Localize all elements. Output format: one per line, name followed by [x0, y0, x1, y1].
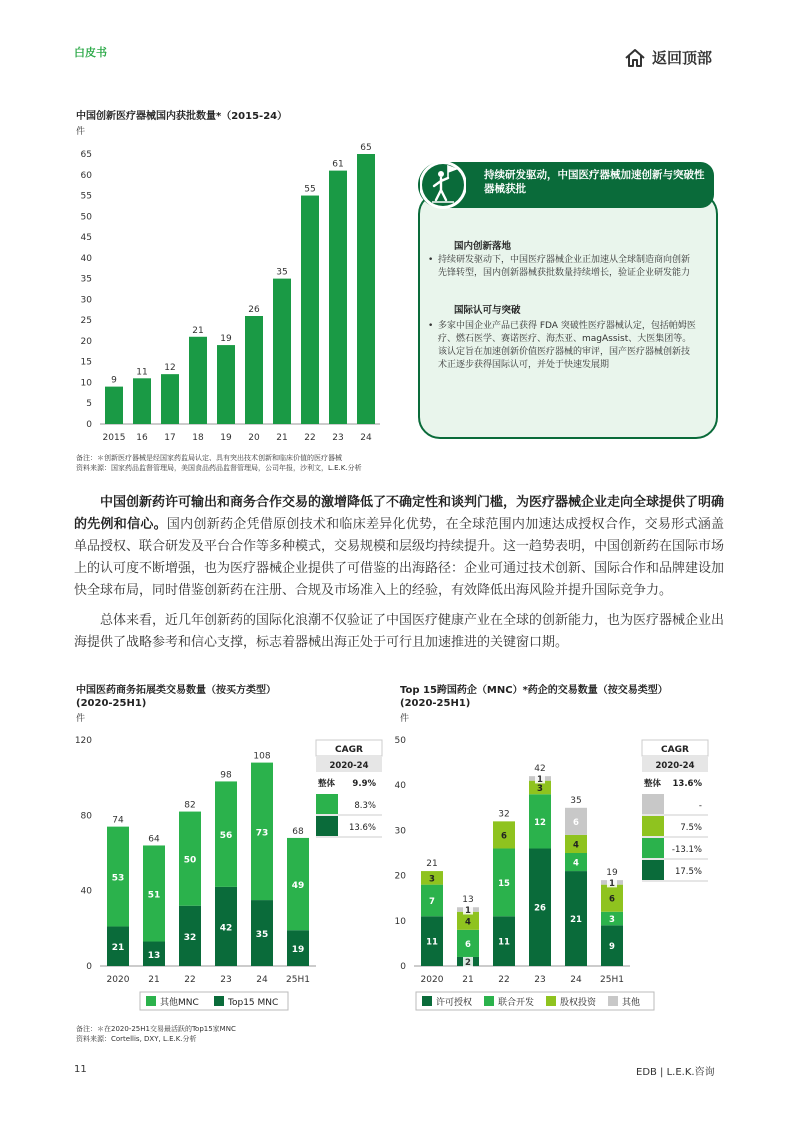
chart2-cagr-header: CAGR [335, 745, 363, 755]
chart3-cagr-swatch [642, 816, 664, 836]
chart3-total-label: 35 [570, 795, 582, 806]
chart3-title: Top 15跨国药企（MNC）*药企的交易数量（按交易类型） [400, 685, 668, 696]
chart3-total-label: 42 [534, 764, 546, 775]
chart3-segment-label: 1 [537, 774, 543, 785]
chart1-ytick-label: 50 [80, 212, 92, 223]
chart1-svg [70, 140, 390, 450]
chart3-cagr-header: CAGR [661, 745, 689, 755]
chart3-segment-label: 4 [465, 917, 471, 928]
callout-panel [418, 162, 716, 437]
chart2-total-label: 98 [220, 770, 232, 781]
chart2-segment-label: 51 [147, 890, 161, 901]
chart2-ytick-label: 120 [74, 736, 92, 746]
chart3-segment-label: 7 [429, 896, 435, 907]
chart1-bar [217, 345, 235, 424]
chart1-category-label: 16 [136, 433, 148, 443]
chart2-ytick-label: 0 [86, 962, 92, 972]
chart2-total-label: 68 [292, 826, 304, 837]
chart3-segment-label: 9 [609, 942, 615, 953]
chart3-ytick-label: 0 [400, 962, 406, 972]
chart1-ytick-label: 40 [80, 253, 92, 264]
chart3-ytick-label: 40 [394, 781, 406, 792]
chart3-category-label: 24 [570, 975, 582, 985]
chart2-cagr-period: 2020-24 [329, 761, 369, 771]
chart1-value-label: 11 [136, 367, 148, 378]
chart2-segment-label: 35 [255, 930, 269, 941]
chart1-bar [357, 154, 375, 424]
bottom-note: 备注：＊在2020-25H1交易最活跃的Top15家MNC [76, 1025, 236, 1033]
chart1-bar [245, 316, 263, 424]
chart3-cagr-swatch [642, 860, 664, 880]
chart1-unit: 件 [76, 127, 86, 137]
chart2-segment-label: 73 [255, 828, 269, 839]
chart3-legend-label: 许可授权 [436, 998, 473, 1008]
chart2-cagr-value: 8.3% [354, 801, 376, 811]
chart1-category-label: 2015 [102, 433, 126, 443]
chart1-bar [105, 387, 123, 424]
chart1-value-label: 61 [332, 159, 344, 170]
chart2-category-label: 23 [220, 975, 232, 985]
chart1-ytick-label: 20 [80, 336, 92, 347]
chart3-segment-label: 4 [573, 840, 579, 851]
chart3-ytick-label: 50 [394, 736, 406, 746]
chart1-ytick-label: 15 [80, 357, 92, 368]
chart3-category-label: 22 [498, 975, 510, 985]
chart1-value-label: 55 [304, 184, 316, 195]
chart3-ytick-label: 20 [394, 871, 406, 882]
chart2-cagr-value: 13.6% [348, 823, 376, 833]
chart1-value-label: 65 [360, 143, 372, 153]
chart3-category-label: 23 [534, 975, 546, 985]
chart3-cagr-total-label: 整体 [644, 779, 662, 789]
chart3-segment-label: 3 [609, 915, 615, 926]
chart3-cagr-value: 7.5% [680, 823, 702, 833]
chart1-bar [301, 196, 319, 424]
flag-person-icon [420, 160, 466, 210]
chart2-category-label: 22 [184, 975, 196, 985]
chart3-segment-label: 6 [465, 939, 471, 950]
chart1-ytick-label: 55 [80, 191, 92, 202]
chart1-ytick-label: 45 [80, 233, 92, 244]
chart2-unit: 件 [76, 714, 86, 724]
callout-bullet-international: • 多家中国企业产品已获得 FDA 突破性医疗器械认定，包括帕姆医疗、燃石医学、赛诺医疗、海杰亚、magAssist、大医集团等。该认定旨在加速创新价值医疗器械的审评，国产医疗器械创新技术正逐步获得国际认可，并处于快速发展期 [428, 321, 696, 370]
chart3-segment-label: 4 [573, 858, 579, 869]
chart3-total-label: 21 [426, 859, 438, 870]
chart2-svg [70, 730, 390, 1020]
body-text [74, 492, 724, 654]
callout-bullet-domestic: • 持续研发驱动下，中国医疗器械企业正加速从全球制造商向创新先锋转型，国内创新器械获批数量持续增长，验证企业研发能力 [428, 255, 691, 278]
chart1-ytick-label: 10 [80, 378, 92, 389]
chart1-value-label: 21 [192, 325, 204, 336]
chart3-legend-label: 联合开发 [498, 998, 535, 1008]
chart1-category-label: 24 [360, 433, 372, 443]
chart2-total-label: 82 [184, 800, 196, 811]
chart3-legend-swatch [484, 996, 494, 1006]
chart2-title-period: (2020-25H1) [76, 698, 147, 709]
chart1-ytick-label: 30 [80, 295, 92, 306]
chart1-value-label: 26 [248, 305, 260, 315]
chart3-segment-label: 1 [609, 878, 615, 889]
chart3-cagr-period: 2020-24 [655, 761, 695, 771]
chart3-total-label: 19 [606, 868, 618, 879]
chart2-segment-label: 21 [111, 943, 125, 954]
chart1-value-label: 19 [220, 334, 232, 345]
chart3-segment-label: 3 [537, 783, 543, 794]
chart3-legend-swatch [422, 996, 432, 1006]
chart2-segment-label: 19 [291, 945, 305, 956]
chart3-unit: 件 [400, 714, 410, 724]
chart3-cagr-swatch [642, 794, 664, 814]
chart2-category-label: 2020 [106, 975, 130, 985]
chart3-segment-label: 11 [498, 937, 510, 948]
chart2-legend-label: 其他MNC [160, 998, 199, 1008]
chart3-category-label: 21 [462, 975, 474, 985]
chart1-bar [133, 378, 151, 424]
callout-heading-domestic: 国内创新落地 [454, 241, 512, 252]
chart3-cagr-value: - [698, 801, 702, 811]
bottom-source: 资料来源：Cortellis, DXY, L.E.K.分析 [76, 1035, 197, 1043]
chart3-segment-label: 6 [501, 831, 507, 842]
chart1-category-label: 18 [192, 433, 204, 443]
chart3-segment-label: 3 [429, 874, 435, 885]
chart3-legend-label: 其他 [622, 998, 641, 1008]
chart3-segment-label: 15 [498, 878, 510, 889]
paragraph-1: 中国创新药许可输出和商务合作交易的激增降低了不确定性和谈判门槛，为医疗器械企业走向全球提供了明确的先例和信心。国内创新药企凭借原创技术和临床差异化优势，在全球范围内加速达成授权合作，交易形式涵盖单品授权、联合研发及平台合作等多种模式，交易规模和层级均持续提升。这一趋势表明，中国创新药在国际市场上的认可度不断增强，也为医疗器械企业提供了可借鉴的出海路径：企业可通过技术创新、国际合作和品牌建设加快全球布局，同时借鉴创新药在注册、合规及市场准入上的经验，有效降低出海风险并提升国际竞争力。 [74, 495, 725, 598]
chart3-cagr-swatch [642, 838, 664, 858]
chart1-category-label: 23 [332, 433, 344, 443]
chart3-category-label: 2020 [420, 975, 444, 985]
chart1-ytick-label: 0 [86, 420, 92, 430]
chart3-title-period: (2020-25H1) [400, 698, 471, 709]
chart2-category-label: 25H1 [286, 975, 310, 985]
chart3-segment-label: 11 [426, 937, 438, 948]
chart2-legend-swatch [146, 996, 156, 1006]
chart2-cagr-swatch [316, 816, 338, 836]
chart2-segment-label: 13 [147, 950, 161, 961]
back-to-top-label: 返回顶部 [652, 49, 713, 67]
chart1-category-label: 22 [304, 433, 316, 443]
chart2-cagr-swatch [316, 794, 338, 814]
chart3-total-label: 13 [462, 895, 474, 906]
chart1-value-label: 35 [276, 267, 288, 278]
chart2-segment-label: 56 [219, 831, 233, 842]
chart2-segment-label: 53 [111, 873, 125, 884]
chart1-category-label: 17 [164, 433, 176, 443]
chart3-segment-label: 26 [534, 903, 546, 914]
chart1-source: 资料来源：国家药品监督管理局，美国食品药品监督管理局，公司年报，沙利文，L.E.K.分析 [76, 464, 362, 472]
back-to-top-button[interactable] [624, 47, 712, 68]
chart1-category-label: 19 [220, 433, 232, 443]
callout-heading-international: 国际认可与突破 [454, 305, 521, 316]
chart1-ytick-label: 5 [86, 399, 92, 410]
chart1-ytick-label: 25 [80, 316, 92, 327]
chart2-cagr-total-label: 整体 [318, 779, 336, 789]
chart1-bar [189, 337, 207, 424]
callout-title: 持续研发驱动，中国医疗器械加速创新与突破性器械获批 [484, 169, 705, 195]
chart2-legend-swatch [214, 996, 224, 1006]
chart1-bar [273, 279, 291, 424]
chart3-total-label: 32 [498, 809, 510, 820]
chart1-bar [329, 171, 347, 424]
chart2-ytick-label: 40 [80, 886, 92, 897]
chart2-total-label: 108 [253, 751, 271, 762]
chart2-legend-label: Top15 MNC [228, 998, 279, 1008]
chart3-ytick-label: 10 [394, 916, 406, 927]
chart1-ytick-label: 35 [80, 274, 92, 285]
chart2-segment-label: 32 [183, 932, 197, 943]
chart3-ytick-label: 30 [394, 826, 406, 837]
chart2-total-label: 64 [148, 834, 160, 845]
chart2-ytick-label: 80 [80, 811, 92, 822]
chart2-total-label: 74 [112, 815, 124, 826]
chart1-bar [161, 374, 179, 424]
chart1-ytick-label: 60 [80, 170, 92, 181]
footer-brand: EDB | L.E.K.咨询 [636, 1067, 715, 1078]
section-label: 白皮书 [74, 46, 107, 59]
chart3-segment-label: 6 [573, 817, 579, 828]
chart2-category-label: 21 [148, 975, 160, 985]
paragraph-2: 总体来看，近几年创新药的国际化浪潮不仅验证了中国医疗健康产业在全球的创新能力，也为医疗器械企业出海提供了战略参考和信心支撑，标志着器械出海正处于可行且加速推进的关键窗口期。 [74, 613, 725, 650]
chart3-category-label: 25H1 [600, 975, 624, 985]
chart2-segment-label: 42 [219, 923, 233, 934]
chart1-note: 备注：＊创新医疗器械是经国家药监局认定、具有突出技术创新和临床价值的医疗器械 [76, 454, 342, 462]
chart1-category-label: 20 [248, 433, 260, 443]
page-number: 11 [74, 1064, 87, 1075]
chart3-segment-label: 12 [534, 817, 546, 828]
chart2-title: 中国医药商务拓展类交易数量（按买方类型） [76, 685, 276, 696]
chart3-svg [390, 730, 724, 1020]
chart3-cagr-value: -13.1% [671, 845, 702, 855]
chart1-title: 中国创新医疗器械国内获批数量*（2015-24） [76, 111, 288, 122]
chart2-segment-label: 50 [183, 855, 197, 866]
chart2-cagr-total: 9.9% [352, 779, 376, 789]
chart3-legend-label: 股权投资 [560, 998, 597, 1008]
chart1-ytick-label: 65 [80, 150, 92, 160]
home-icon [624, 48, 646, 68]
chart1-value-label: 12 [164, 363, 176, 374]
chart3-cagr-value: 17.5% [674, 867, 702, 877]
chart1-value-label: 9 [111, 375, 117, 386]
chart1-category-label: 21 [276, 433, 288, 443]
chart2-segment-label: 49 [291, 881, 305, 892]
chart2-category-label: 24 [256, 975, 268, 985]
chart3-cagr-total: 13.6% [672, 779, 702, 789]
chart3-segment-label: 1 [465, 906, 471, 916]
chart3-segment-label: 21 [570, 915, 582, 926]
chart3-legend-swatch [608, 996, 618, 1006]
chart3-segment-label: 2 [465, 957, 471, 968]
chart3-legend-swatch [546, 996, 556, 1006]
chart3-segment-label: 6 [609, 894, 615, 905]
